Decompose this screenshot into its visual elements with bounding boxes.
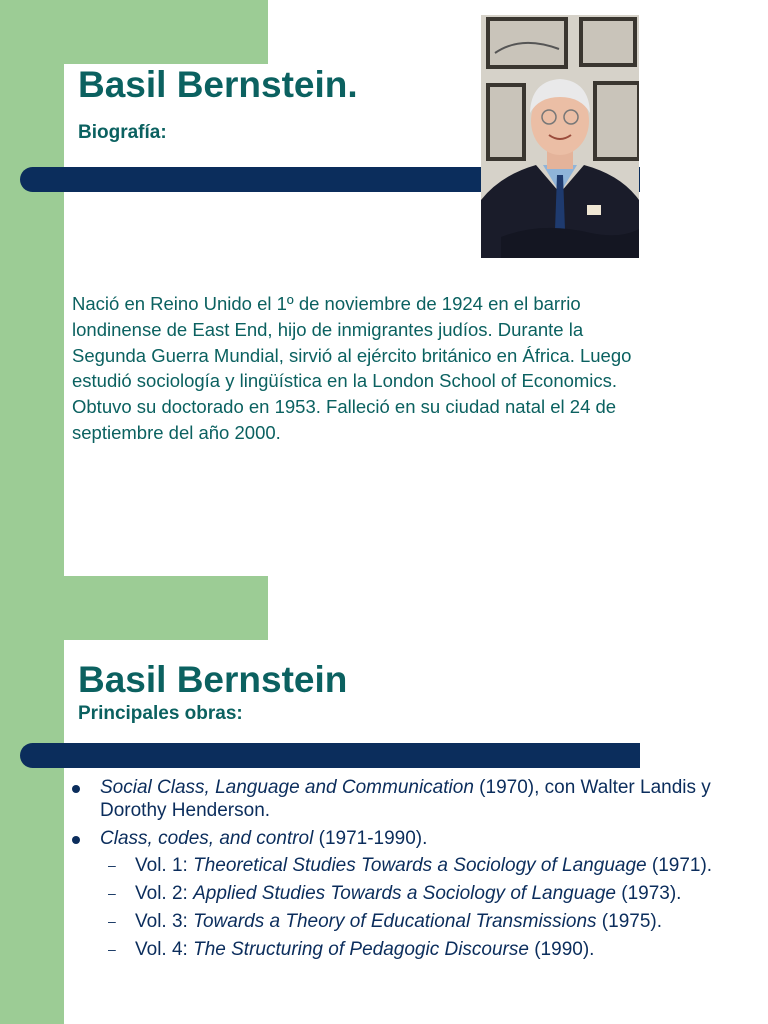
portrait-photo [481, 15, 639, 258]
volume-title: The Structuring of Pedagogic Discourse [193, 939, 529, 960]
work-details: (1971-1990). [313, 828, 428, 849]
list-item [72, 776, 752, 822]
work-details: (1970), con Walter Landis y Dorothy Henderson. [100, 777, 711, 821]
title-bar [20, 743, 640, 768]
work-title: Social Class, Language and Communication [100, 777, 474, 798]
work-title: Class, codes, and control [100, 828, 314, 849]
volumes-list [100, 854, 752, 961]
volume-item [100, 910, 752, 933]
volume-label: Vol. 4: [135, 939, 194, 960]
slide2-title: Basil Bernstein [78, 659, 348, 700]
slide1-title: Basil Bernstein. [78, 64, 358, 105]
volume-item [100, 854, 752, 877]
volume-year: (1973). [615, 883, 682, 904]
volume-year: (1971). [646, 855, 713, 876]
volume-title: Towards a Theory of Educational Transmissions [193, 911, 597, 932]
biography-text: Nació en Reino Unido el 1º de noviembre de 1924 en el barrio londinense de East End, hijo de inmigrantes judíos. Durante la Segunda Guerra Mundial, sirvió al ejército británico en África. Luego estudió sociología y lingüística en la London School of Economics. Obtuvo su doctorado en 1953. Falleció en su ciudad natal el 24 de septiembre del año 2000. [72, 293, 632, 443]
volume-title: Theoretical Studies Towards a Sociology of Language [193, 855, 647, 876]
portrait-illustration [481, 15, 639, 258]
volume-year: (1990). [528, 939, 595, 960]
decor-green-strip [0, 0, 64, 576]
volume-label: Vol. 3: [135, 911, 194, 932]
slide1-subtitle: Biografía: [78, 122, 167, 143]
volume-label: Vol. 2: [135, 883, 194, 904]
decor-green-strip [0, 576, 64, 1024]
volume-label: Vol. 1: [135, 855, 194, 876]
works-list [72, 776, 752, 966]
volume-year: (1975). [596, 911, 663, 932]
list-item [72, 827, 752, 961]
volume-item [100, 938, 752, 961]
volume-item [100, 882, 752, 905]
slide-works [0, 576, 768, 1024]
slide2-subtitle: Principales obras: [78, 703, 243, 724]
volume-title: Applied Studies Towards a Sociology of Language [193, 883, 616, 904]
